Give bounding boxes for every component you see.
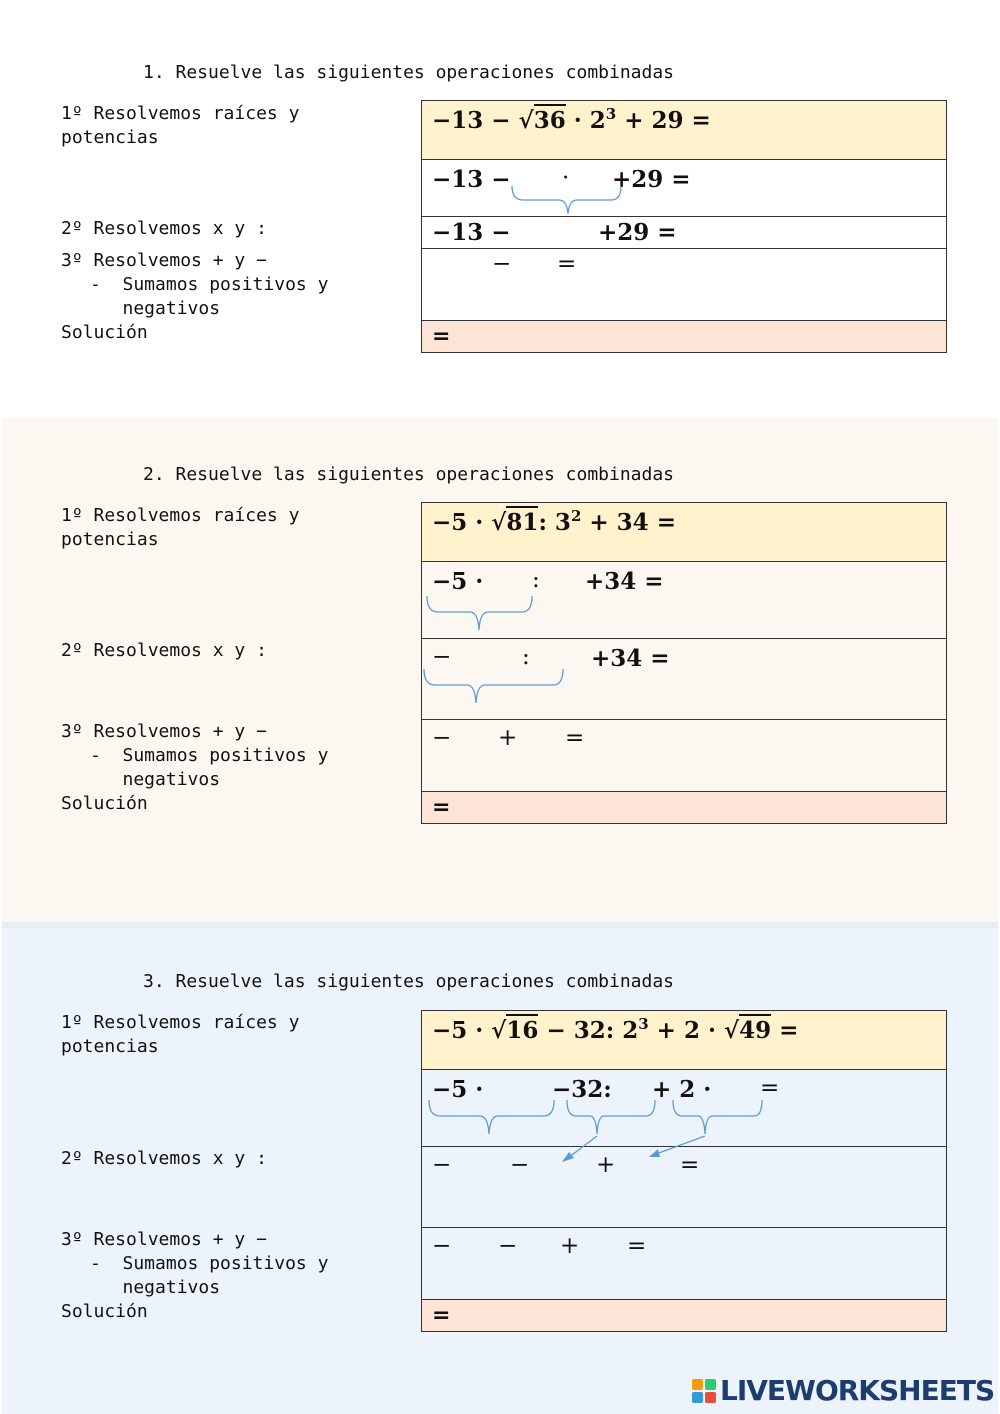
solution-row [422, 1300, 946, 1331]
roots-row [422, 160, 946, 217]
bracket [426, 596, 536, 636]
step-2-label: 2º Resolvemos x y : [61, 218, 267, 239]
roots-row [422, 562, 946, 639]
operator: = [680, 1152, 700, 1178]
operator: + [596, 1152, 616, 1178]
exercise-2-table [421, 502, 947, 824]
operator: − [432, 1152, 452, 1178]
step-2-label: 2º Resolvemos x y : [61, 1148, 267, 1169]
exercise-1-table [421, 100, 947, 353]
addition-row [422, 1228, 946, 1300]
solution-row [422, 321, 946, 352]
step-3-sublabel: - Sumamos positivos y negativos [90, 274, 329, 319]
solution-label: Solución [61, 1301, 148, 1322]
operator: = [760, 1075, 780, 1101]
term-a: −5 · [432, 568, 484, 595]
operator: = [627, 1233, 647, 1259]
solution-row [422, 792, 946, 823]
step-3-sublabel: - Sumamos positivos y negativos [90, 745, 329, 790]
multiplication-row [422, 639, 946, 720]
operator: + [498, 725, 518, 751]
operator: − [432, 725, 452, 751]
expression-row [422, 101, 946, 160]
logo-square [705, 1392, 716, 1403]
step-3-sublabel: - Sumamos positivos y negativos [90, 1253, 329, 1298]
term-b: −32: [552, 1076, 612, 1103]
exercise-1-title: 1. Resuelve las siguientes operaciones combinadas [143, 62, 675, 83]
solution-label: Solución [61, 793, 148, 814]
multiplication-row [422, 217, 946, 249]
logo-icon [692, 1379, 716, 1403]
term-c: +34 = [585, 568, 664, 595]
step-1-label: 1º Resolvemos raíces y potencias [61, 1012, 300, 1057]
operator: : [532, 567, 540, 593]
operator: = [557, 251, 577, 277]
step-3-label: 3º Resolvemos + y − [61, 250, 267, 271]
roots-row [422, 1070, 946, 1147]
term-a: −13 − [432, 219, 511, 246]
multiplication-row [422, 1147, 946, 1228]
logo-text: LIVEWORKSHEETS [720, 1374, 995, 1407]
step-3-label: 3º Resolvemos + y − [61, 1229, 267, 1250]
term-c: +29 = [612, 166, 691, 193]
term-b: +29 = [598, 219, 677, 246]
operator: − [498, 1233, 518, 1259]
exercise-3-title: 3. Resuelve las siguientes operaciones combinadas [143, 971, 675, 992]
step-1-label: 1º Resolvemos raíces y potencias [61, 505, 300, 550]
term-c: + 2 · [652, 1076, 712, 1103]
solution-label: Solución [61, 322, 148, 343]
exercise-2-title: 2. Resuelve las siguientes operaciones combinadas [143, 464, 675, 485]
term-c: +34 = [591, 645, 670, 672]
operator: = [565, 725, 585, 751]
solution-equals: = [432, 795, 451, 820]
expression-row [422, 1011, 946, 1070]
exercise-3-table [421, 1010, 947, 1332]
solution-equals: = [432, 324, 451, 349]
addition-row [422, 720, 946, 792]
operator: + [560, 1233, 580, 1259]
step-1-label: 1º Resolvemos raíces y potencias [61, 103, 300, 148]
logo-square [692, 1392, 703, 1403]
term-a: −13 − [432, 166, 511, 193]
solution-equals: = [432, 1303, 451, 1328]
operator: − [432, 1233, 452, 1259]
logo-square [692, 1379, 703, 1390]
operator: − [510, 1152, 530, 1178]
bracket [423, 669, 568, 709]
operator: : [522, 644, 530, 670]
step-3-label: 3º Resolvemos + y − [61, 721, 267, 742]
expression: $-13 - √36 \cdot 2^3 + 29$ = [432, 105, 711, 134]
operator: − [432, 644, 452, 670]
expression: −5 · √81: $3^2 + 34$ = [432, 507, 676, 536]
addition-row [422, 249, 946, 321]
step-2-label: 2º Resolvemos x y : [61, 640, 267, 661]
logo-square [705, 1379, 716, 1390]
expression-row [422, 503, 946, 562]
operator: · [562, 165, 570, 191]
term-a: −5 · [432, 1076, 484, 1103]
expression: −5 · √16 − 32: $2^3 + 2 \cdot √49$ = [432, 1015, 799, 1044]
liveworksheets-logo [692, 1374, 994, 1407]
operator: − [492, 251, 512, 277]
